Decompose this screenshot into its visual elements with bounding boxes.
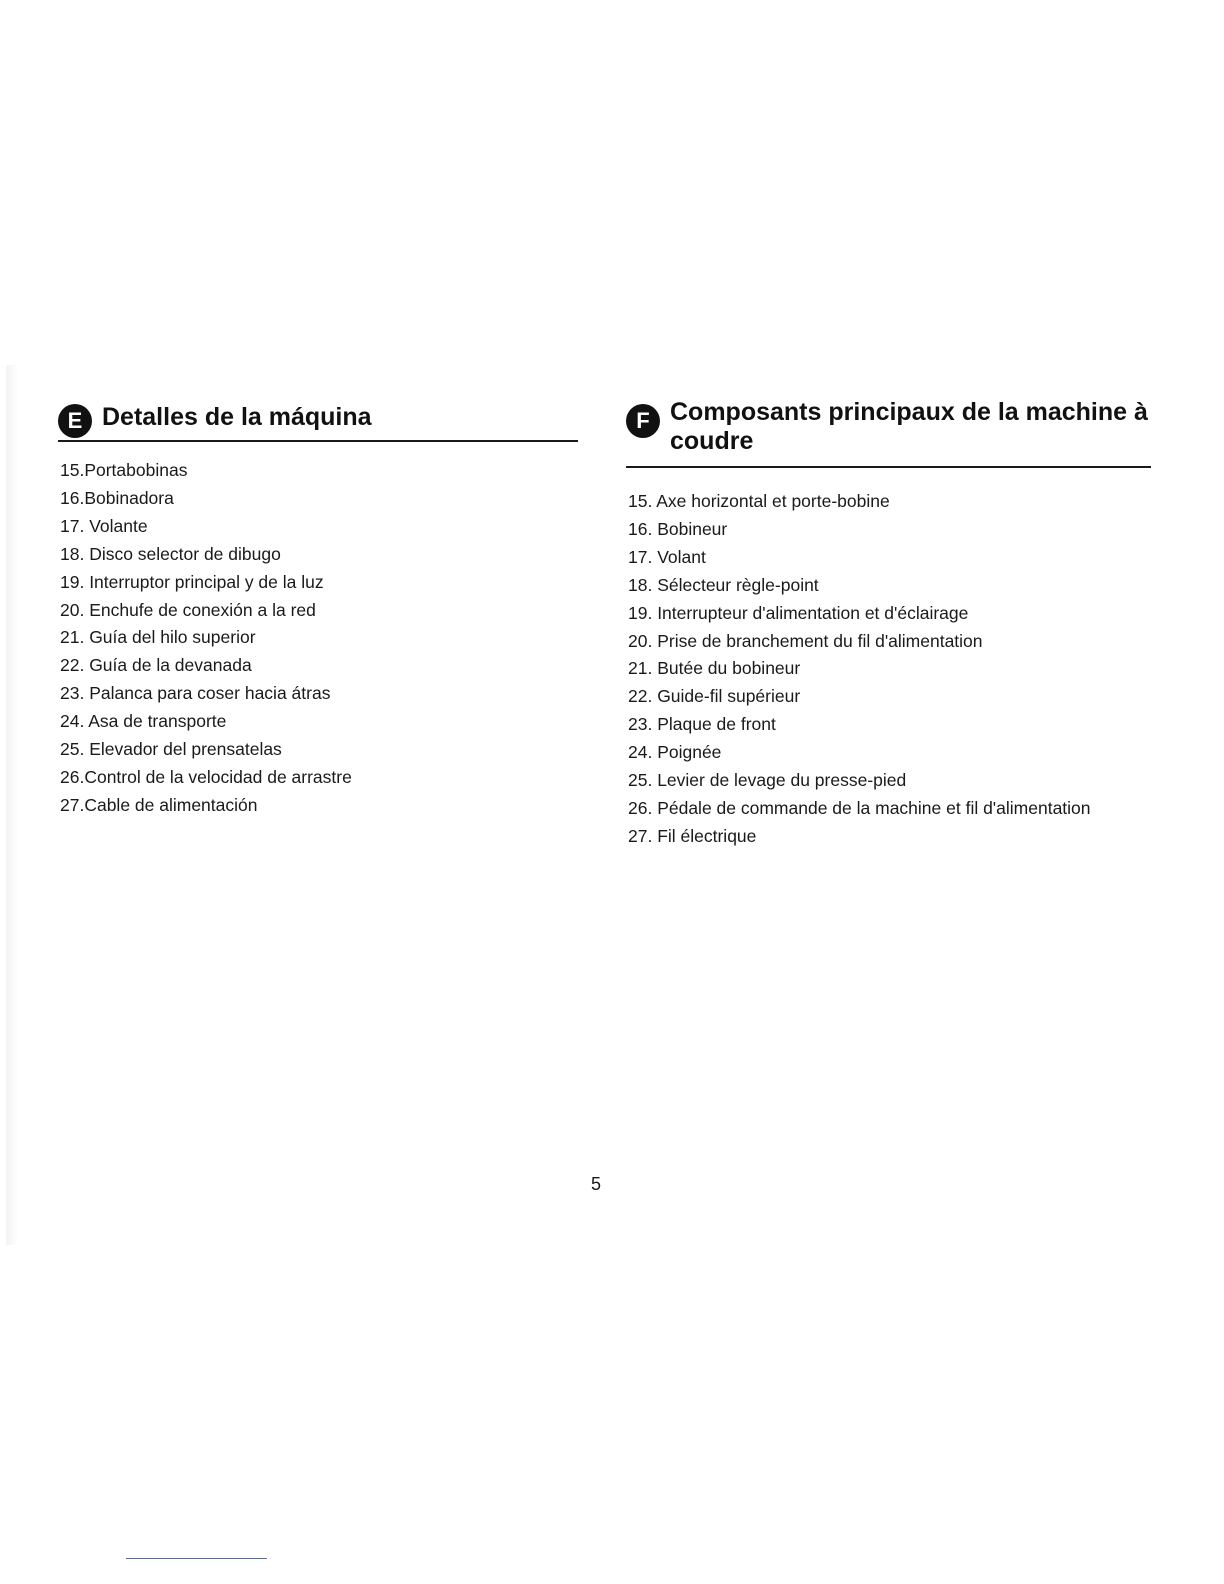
- page-number: 5: [590, 1174, 601, 1194]
- list-item: 26. Pédale de commande de la machine et fil d'alimentation: [628, 797, 1091, 818]
- list-item: 18. Sélecteur règle-point: [628, 574, 819, 595]
- french-title-line2: coudre: [670, 427, 754, 455]
- list-item: 20. Prise de branchement du fil d'alimentation: [628, 630, 983, 651]
- list-item: 19. Interrupteur d'alimentation et d'éclairage: [628, 602, 969, 623]
- french-parts-list: [626, 488, 1151, 851]
- list-item: 19. Interruptor principal y de la luz: [60, 571, 324, 592]
- list-item: 16. Bobineur: [628, 518, 728, 539]
- list-item: 18. Disco selector de dibugo: [60, 543, 281, 564]
- list-item: 21. Butée du bobineur: [628, 658, 801, 679]
- list-item: 27.Cable de alimentación: [60, 794, 258, 815]
- list-item: 27. Fil électrique: [628, 825, 757, 846]
- list-item: 23. Plaque de front: [628, 714, 776, 735]
- list-item: 24. Asa de transporte: [60, 711, 227, 732]
- spanish-parts-list: [58, 457, 578, 820]
- french-title-line1: Composants principaux de la machine à: [670, 398, 1148, 426]
- list-item: 25. Levier de levage du presse-pied: [628, 770, 907, 791]
- list-item: 17. Volante: [60, 515, 148, 536]
- french-heading: [626, 398, 1151, 468]
- language-badge-f: F: [626, 404, 660, 438]
- list-item: 21. Guía del hilo superior: [60, 627, 256, 648]
- list-item: 15. Axe horizontal et porte-bobine: [628, 491, 890, 511]
- spanish-heading: [58, 398, 578, 442]
- list-item: 24. Poignée: [628, 742, 722, 763]
- list-item: 20. Enchufe de conexión a la red: [60, 599, 316, 620]
- list-item: 15.Portabobinas: [60, 460, 188, 480]
- spanish-section: [58, 398, 578, 820]
- language-badge-e: E: [58, 404, 92, 438]
- list-item: 17. Volant: [628, 546, 706, 567]
- french-section: [626, 398, 1151, 851]
- list-item: 22. Guía de la devanada: [60, 655, 252, 676]
- spanish-title: Detalles de la máquina: [102, 403, 372, 431]
- list-item: 25. Elevador del prensatelas: [60, 739, 282, 760]
- french-title: [670, 398, 1148, 456]
- list-item: 23. Palanca para coser hacia átras: [60, 683, 331, 704]
- list-item: 22. Guide-fil supérieur: [628, 686, 801, 707]
- footer-rule: [126, 1558, 267, 1559]
- list-item: 16.Bobinadora: [60, 487, 174, 508]
- scan-edge-shadow: [6, 365, 18, 1245]
- list-item: 26.Control de la velocidad de arrastre: [60, 766, 352, 787]
